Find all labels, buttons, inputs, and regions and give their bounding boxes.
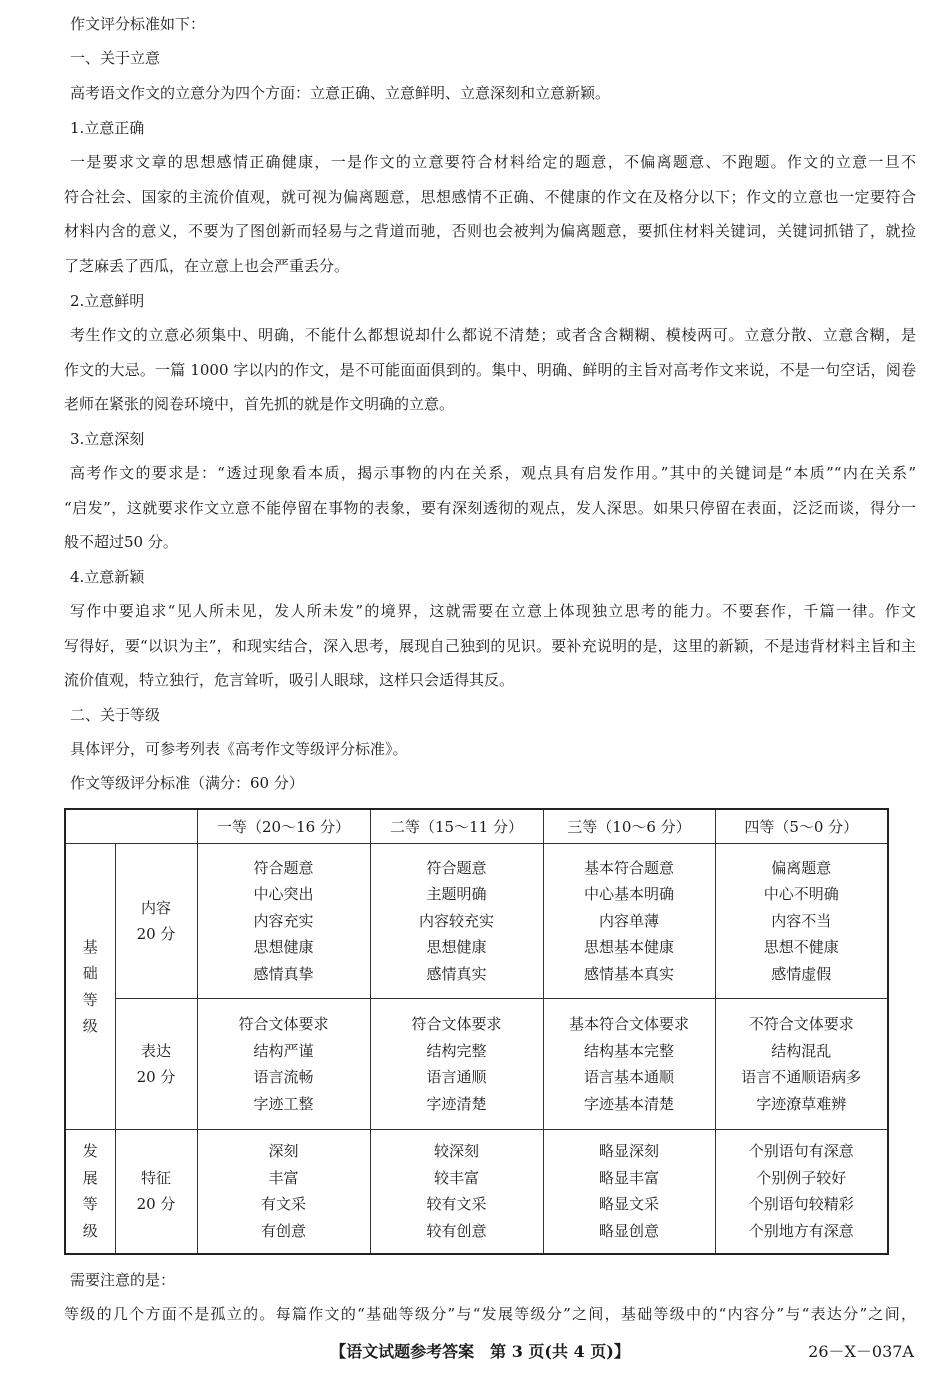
header-grade-3: 三等（10～6 分） bbox=[543, 809, 715, 844]
note-line: 等级的几个方面不是孤立的。每篇作文的“基础等级分”与“发展等级分”之间，基础等级中的“内容分”与“表达分”之间， bbox=[64, 1305, 916, 1323]
table-cell: 个别语句有深意 个别例子较好 个别语句较精彩 个别地方有深意 bbox=[715, 1130, 888, 1254]
paragraph-line: 般不超过50 分。 bbox=[64, 533, 178, 551]
paragraph-line: 写作中要追求“见人所未见，发人所未发”的境界，这就需要在立意上体现独立思考的能力。不要套作，千篇一律。作文 bbox=[70, 602, 916, 620]
table-corner-cell bbox=[65, 809, 197, 844]
footer-page-info: 【语文试题参考答案 第 3 页(共 4 页)】 bbox=[330, 1342, 630, 1361]
page-footer bbox=[0, 1340, 950, 1364]
table-cell: 符合文体要求 结构完整 语言通顺 字迹清楚 bbox=[370, 999, 543, 1130]
header-grade-2: 二等（15～11 分） bbox=[370, 809, 543, 844]
table-row bbox=[65, 999, 888, 1130]
table-cell: 基本符合题意 中心基本明确 内容单薄 思想基本健康 感情基本真实 bbox=[543, 844, 715, 999]
grade-reference: 具体评分，可参考列表《高考作文等级评分标准》。 bbox=[70, 740, 408, 758]
table-cell: 深刻 丰富 有文采 有创意 bbox=[197, 1130, 370, 1254]
group-label-development: 发 展 等 级 bbox=[65, 1130, 115, 1254]
paragraph-line: 材料内含的意义，不要为了图创新而轻易与之背道而驰，否则也会被判为偏离题意，要抓住材料关键词，关键词抓错了，就捡 bbox=[64, 222, 916, 240]
subheading-correct: 1.立意正确 bbox=[70, 119, 145, 137]
subheading-deep: 3.立意深刻 bbox=[70, 430, 145, 448]
footer-code: 26－X－037A bbox=[808, 1342, 914, 1361]
paragraph-line: 考生作文的立意必须集中、明确，不能什么都想说却什么都说不清楚；或者含含糊糊、模棱两可。立意分散、立意含糊，是 bbox=[70, 326, 916, 344]
table-cell: 符合题意 中心突出 内容充实 思想健康 感情真挚 bbox=[197, 844, 370, 999]
table-cell: 略显深刻 略显丰富 略显文采 略显创意 bbox=[543, 1130, 715, 1254]
table-cell: 较深刻 较丰富 较有文采 较有创意 bbox=[370, 1130, 543, 1254]
paragraph-line: 了芝麻丢了西瓜，在立意上也会严重丢分。 bbox=[64, 257, 350, 275]
table-cell: 符合题意 主题明确 内容较充实 思想健康 感情真实 bbox=[370, 844, 543, 999]
paragraph-line: 老师在紧张的阅卷环境中，首先抓的就是作文明确的立意。 bbox=[64, 395, 455, 413]
row-label-content: 内容 20 分 bbox=[115, 844, 197, 999]
paragraph-line: 流价值观，特立独行，危言耸听，吸引人眼球，这样只会适得其反。 bbox=[64, 671, 515, 689]
paragraph-line: 作文的大忌。一篇 1000 字以内的作文，是不可能面面俱到的。集中、明确、鲜明的主旨对高考作文来说，不是一句空话，阅卷 bbox=[64, 361, 916, 379]
concept-overview: 高考语文作文的立意分为四个方面：立意正确、立意鲜明、立意深刻和立意新颖。 bbox=[70, 84, 611, 102]
table-header-row bbox=[65, 809, 888, 844]
header-grade-1: 一等（20～16 分） bbox=[197, 809, 370, 844]
table-cell: 偏离题意 中心不明确 内容不当 思想不健康 感情虚假 bbox=[715, 844, 888, 999]
subheading-novel: 4.立意新颖 bbox=[70, 568, 145, 586]
table-cell: 不符合文体要求 结构混乱 语言不通顺语病多 字迹潦草难辨 bbox=[715, 999, 888, 1130]
header-grade-4: 四等（5～0 分） bbox=[715, 809, 888, 844]
paragraph-line: 一是要求文章的思想感情正确健康，一是作文的立意要符合材料给定的题意，不偏离题意、不跑题。作文的立意一旦不 bbox=[70, 153, 916, 171]
table-row bbox=[65, 1130, 888, 1254]
row-label-expression: 表达 20 分 bbox=[115, 999, 197, 1130]
paragraph-line: 符合社会、国家的主流价值观，就可视为偏离题意，思想感情不正确、不健康的作文在及格分以下；作文的立意也一定要符合 bbox=[64, 188, 916, 206]
group-label-basic: 基 础 等 级 bbox=[65, 844, 115, 1130]
table-cell: 符合文体要求 结构严谨 语言流畅 字迹工整 bbox=[197, 999, 370, 1130]
table-row bbox=[65, 844, 888, 999]
table-caption: 作文等级评分标准（满分：60 分） bbox=[70, 774, 304, 792]
intro-line: 作文评分标准如下： bbox=[70, 15, 206, 33]
paragraph-line: 高考作文的要求是：“透过现象看本质，揭示事物的内在关系，观点具有启发作用。”其中的关键词是“本质”“内在关系” bbox=[70, 464, 916, 482]
section-heading-grade: 二、关于等级 bbox=[70, 706, 161, 724]
section-heading-concept: 一、关于立意 bbox=[70, 49, 161, 67]
note-heading: 需要注意的是： bbox=[70, 1271, 176, 1289]
paragraph-line: 写得好，要“以识为主”，和现实结合，深入思考，展现自己独到的见识。要补充说明的是，这里的新颖，不是违背材料主旨和主 bbox=[64, 637, 916, 655]
row-label-features: 特征 20 分 bbox=[115, 1130, 197, 1254]
paragraph-line: “启发”，这就要求作文立意不能停留在事物的表象，要有深刻透彻的观点，发人深思。如果只停留在表面，泛泛而谈，得分一 bbox=[64, 499, 916, 517]
grading-table bbox=[64, 808, 889, 1255]
subheading-clear: 2.立意鲜明 bbox=[70, 292, 145, 310]
table-cell: 基本符合文体要求 结构基本完整 语言基本通顺 字迹基本清楚 bbox=[543, 999, 715, 1130]
